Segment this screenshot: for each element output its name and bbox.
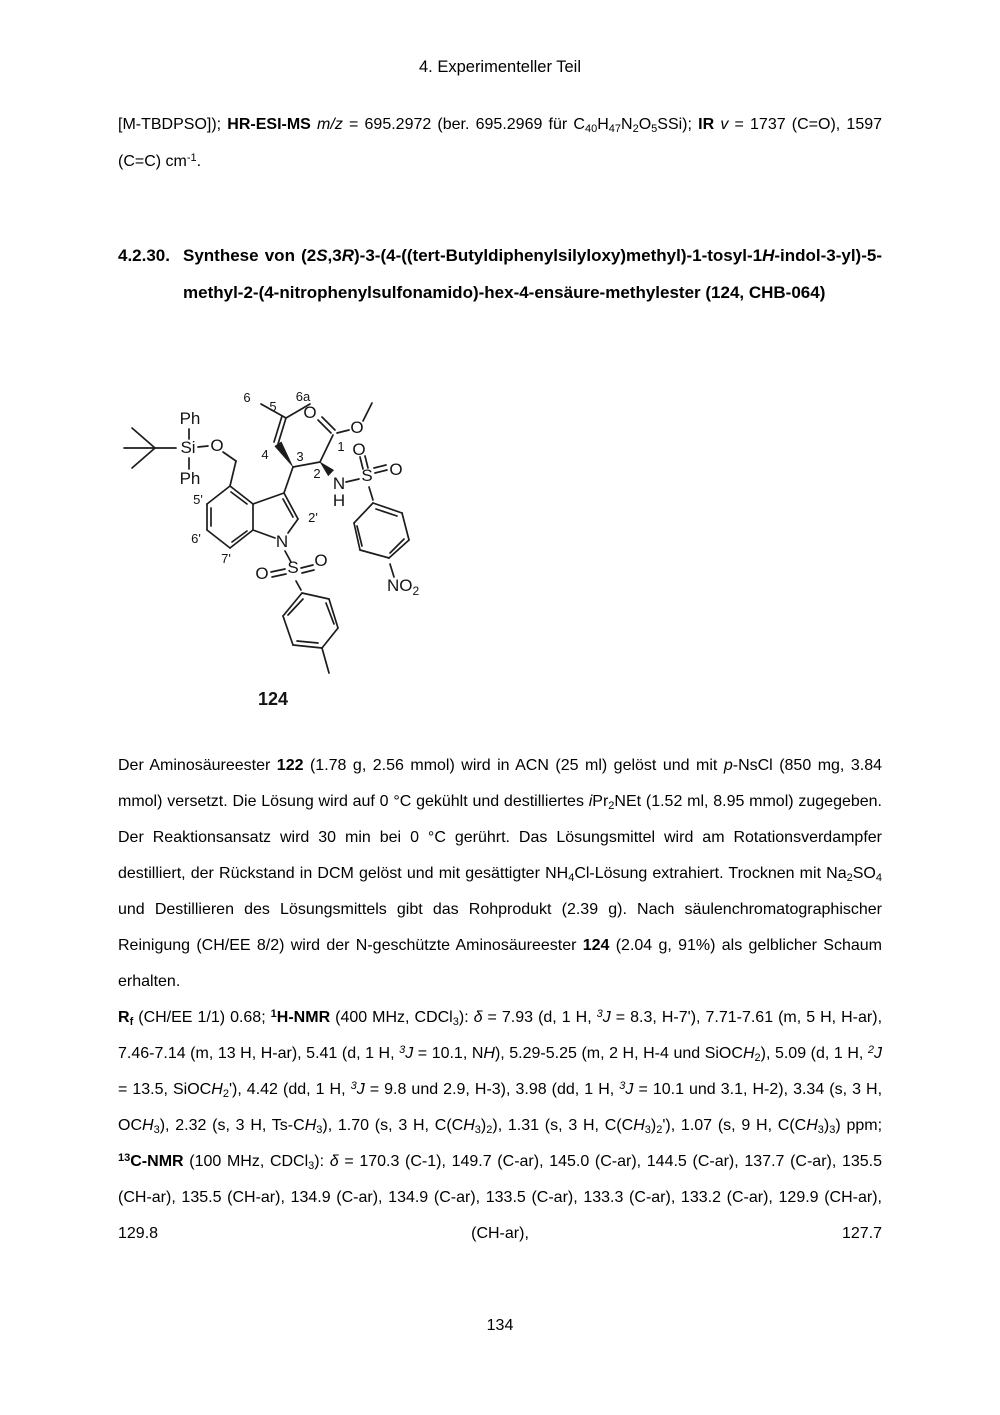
structure-label-n: N xyxy=(275,532,289,551)
structure-label-s: S xyxy=(287,558,299,577)
structure-label-5': 5' xyxy=(193,492,203,507)
body-text xyxy=(118,748,882,1252)
wedge-bond-c3-c4 xyxy=(275,442,293,467)
structure-label-3: 3 xyxy=(296,449,304,464)
structure-label-no: $NO_2$ xyxy=(387,576,420,598)
structure-label-ph: Ph xyxy=(179,409,201,428)
page-number: 134 xyxy=(486,1317,514,1334)
procedure-paragraph: Der Aminosäureester 122 (1.78 g, 2.56 mmol) wird in ACN (25 ml) gelöst und mit p-NsCl (850 mg, 3.84 mmol) versetzt. Die Lösung wird auf 0 °C gekühlt und destilliertes iPr$_2$NEt (1.52 ml, 8.95 mmol) zugegeben. Der Reaktionsansatz wird 30 min bei 0 °C gerührt. Das Lösungsmittel wird am Rotationsverdampfer destilliert, der Rückstand in DCM gelöst und mit gesättigter $NH_4Cl$-Lösung extrahiert. Trocknen mit $Na_2SO_4$ und Destillieren des Lösungsmittels gibt das Rohprodukt (2.39 g). Nach säulenchromatographischer Reinigung (CH/EE 8/2) wird der N-geschützte Aminosäureester 124 (2.04 g, 91%) als gelblicher Schaum erhalten. xyxy=(118,757,883,990)
structure-label-7': 7' xyxy=(221,551,231,566)
structure-label-o: O xyxy=(303,403,317,422)
structure-label-o: O xyxy=(350,418,364,437)
structure-label-1: 1 xyxy=(337,439,345,454)
structure-label-o: O xyxy=(389,460,403,479)
structure-label-ph: Ph xyxy=(179,469,201,488)
wedge-bond-c2-n xyxy=(320,462,334,476)
structure-label-6: 6 xyxy=(243,390,251,405)
analytics-continued-paragraph: [M-TBDPSO]); HR-ESI-MS m/z = 695.2972 (ber. 695.2969 für $C_{40}H_{47}N_2O_5SSi$); IR v = 1737 (C=O), 1597 (C=C) $cm^{-1}$. xyxy=(118,116,883,170)
structure-label-o: O xyxy=(352,440,366,459)
characterization-paragraph: $R_f$ (CH/EE 1/1) 0.68; $^1$H-NMR (400 MHz, CDCl$_3$): δ = 7.93 (d, 1 H, $^3$J = 8.3, H-7'), 7.71-7.61 (m, 5 H, H-ar), 7.46-7.14 (m, 13 H, H-ar), 5.41 (d, 1 H, $^3$J = 10.1, NH), 5.29-5.25 (m, 2 H, H-4 und SiOCH$_2$), 5.09 (d, 1 H, $^2$J = 13.5, SiOCH$_2$'), 4.42 (dd, 1 H, $^3$J = 9.8 und 2.9, H-3), 3.98 (dd, 1 H, $^3$J = 10.1 und 3.1, H-2), 3.34 (s, 3 H, $OCH_3$), 2.32 (s, 3 H, $Ts-CH_3$), 1.70 (s, 3 H, $C(CH_3)_2$), 1.31 (s, 3 H, $C(CH_3)_2'$), 1.07 (s, 9 H, $C(CH_3)_3$) ppm; $^{13}$C-NMR (100 MHz, CDCl$_3$): δ = 170.3 (C-1), 149.7 (C-ar), 145.0 (C-ar), 144.5 (C-ar), 137.7 (C-ar), 135.5 (CH-ar), 135.5 (CH-ar), 134.9 (C-ar), 134.9 (C-ar), 133.5 (C-ar), 133.3 (C-ar), 133.2 (C-ar), 129.9 (CH-ar), 129.8 (CH-ar), 127.7 xyxy=(118,1008,883,1242)
structure-label-h: H xyxy=(332,491,346,510)
structure-label-4: 4 xyxy=(261,447,269,462)
structure-label-o: O xyxy=(314,551,328,570)
structure-label-s: S xyxy=(361,466,373,485)
structure-label-124: 124 xyxy=(257,689,289,709)
running-header: 4. Experimenteller Teil xyxy=(418,58,582,76)
structure-label-2': 2' xyxy=(308,510,318,525)
section-number: 4.2.30. xyxy=(118,246,170,265)
structure-label-si: Si xyxy=(180,438,196,457)
structure-label-o: O xyxy=(255,564,269,583)
structure-svg xyxy=(110,372,500,717)
section-title: Synthese von (2S,3R)-3-(4-((tert-Butyldiphenylsilyloxy)methyl)-1-tosyl-1H-indol-3-yl)-5-methyl-2-(4-nitrophenylsulfonamido)-hex-4-ensäure-methylester (124, CHB-064) xyxy=(183,246,882,302)
structure-label-6a: 6a xyxy=(295,389,311,404)
section-heading xyxy=(118,237,882,311)
structure-label-n: N xyxy=(332,474,346,493)
structure-label-2: 2 xyxy=(313,466,321,481)
structure-label-5: 5 xyxy=(269,399,277,414)
tosyl-group-bonds xyxy=(271,551,338,673)
structure-label-o: O xyxy=(210,436,224,455)
structure-label-6': 6' xyxy=(191,531,201,546)
